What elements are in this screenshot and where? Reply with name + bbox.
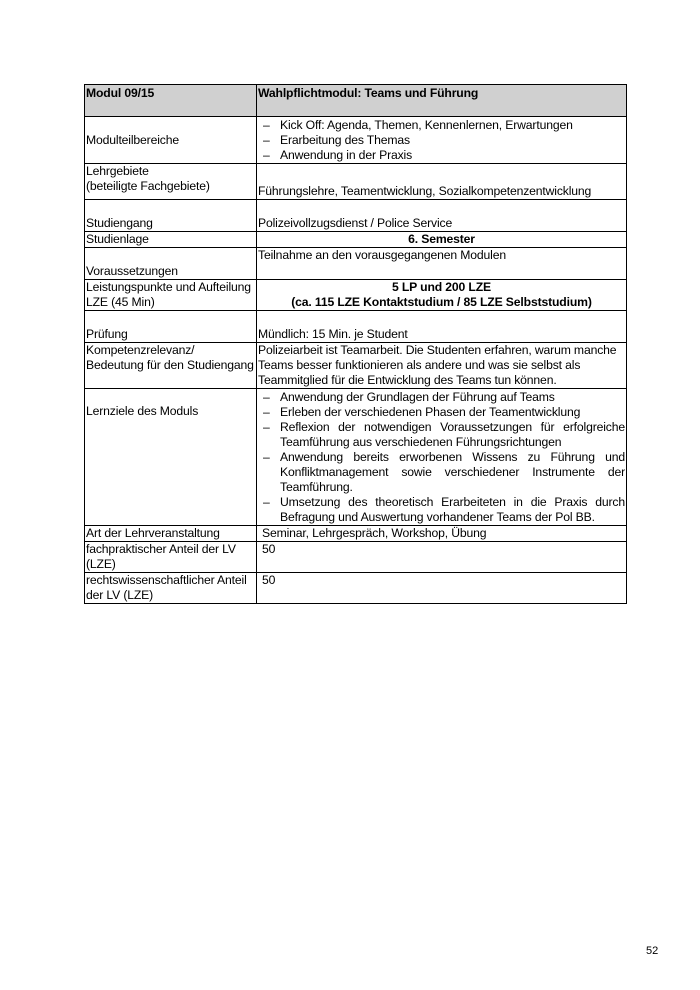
row-value: Polizeiarbeit ist Teamarbeit. Die Studenten erfahren, warum manche Teams besser funktionieren als andere und was sie selbst als Teammitglied für die Entwicklung des Teams tun können. — [257, 343, 627, 389]
row-value: Teilnahme an den vorausgegangenen Modulen — [257, 248, 627, 280]
row-label-line: Lehrgebiete — [86, 164, 149, 178]
table-row-voraussetzungen — [85, 248, 627, 280]
table-row-leistungspunkte — [85, 280, 627, 311]
list-item: – Reflexion der notwendigen Voraussetzungen für erfolgreiche Teamführung aus verschiedenen Führungsrichtungen — [258, 420, 625, 450]
list-item: – Anwendung der Grundlagen der Führung auf Teams — [258, 390, 625, 405]
list-item: – Anwendung in der Praxis — [258, 148, 625, 163]
lernziele-list — [258, 390, 625, 525]
page-number: 52 — [646, 945, 659, 957]
row-value: Mündlich: 15 Min. je Student — [257, 311, 627, 343]
table-row-studienlage — [85, 232, 627, 248]
row-value: Führungslehre, Teamentwicklung, Sozialkompetenzentwicklung — [257, 164, 627, 200]
row-label: Prüfung — [85, 311, 257, 343]
row-label: fachpraktischer Anteil der LV (LZE) — [85, 542, 257, 573]
row-value: 50 — [257, 573, 627, 604]
leistungspunkte-line: (ca. 115 LZE Kontaktstudium / 85 LZE Selbststudium) — [291, 295, 592, 309]
table-row-lehrgebiete — [85, 164, 627, 200]
module-number: Modul 09/15 — [85, 85, 257, 117]
row-label: Art der Lehrveranstaltung — [85, 526, 257, 542]
row-label: Studiengang — [85, 200, 257, 232]
list-item: – Anwendung bereits erworbenen Wissens zu Führung und Konfliktmanagement sowie verschiedener Instrumente der Teamführung. — [258, 450, 625, 495]
leistungspunkte-line: 5 LP und 200 LZE — [392, 280, 491, 294]
list-item: – Umsetzung des theoretisch Erarbeiteten in die Praxis durch Befragung und Auswertung vorhandener Teams der Pol BB. — [258, 495, 625, 525]
row-label: Modulteilbereiche — [85, 117, 257, 164]
row-label-line: Leistungspunkte und Aufteilung — [86, 280, 251, 294]
row-value: 50 — [257, 542, 627, 573]
row-label-line: Kompetenzrelevanz/ — [86, 343, 195, 357]
table-row-lernziele — [85, 389, 627, 526]
row-label-line: (beteiligte Fachgebiete) — [86, 179, 210, 193]
table-row-pruefung — [85, 311, 627, 343]
row-value: Seminar, Lehrgespräch, Workshop, Übung — [257, 526, 627, 542]
row-label — [85, 280, 257, 311]
list-item: – Erleben der verschiedenen Phasen der Teamentwicklung — [258, 405, 625, 420]
row-label: rechtswissenschaftlicher Anteil der LV (LZE) — [85, 573, 257, 604]
table-row-studiengang — [85, 200, 627, 232]
module-title: Wahlpflichtmodul: Teams und Führung — [257, 85, 627, 117]
table-row-rechtswissenschaftlich — [85, 573, 627, 604]
list-item: – Erarbeitung des Themas — [258, 133, 625, 148]
modulteilbereiche-list — [258, 118, 625, 163]
row-label: Voraussetzungen — [85, 248, 257, 280]
list-item: – Kick Off: Agenda, Themen, Kennenlernen, Erwartungen — [258, 118, 625, 133]
row-value — [257, 280, 627, 311]
table-header-row — [85, 85, 627, 117]
row-label — [85, 343, 257, 389]
row-label — [85, 164, 257, 200]
table-row-fachpraktisch — [85, 542, 627, 573]
row-value: 6. Semester — [257, 232, 627, 248]
row-label-line: Bedeutung für den Studiengang — [86, 358, 254, 372]
table-row-lehrveranstaltung — [85, 526, 627, 542]
table-row-modulteilbereiche — [85, 117, 627, 164]
row-label-line: LZE (45 Min) — [86, 295, 155, 309]
module-table — [84, 84, 627, 604]
row-label: Lernziele des Moduls — [85, 389, 257, 526]
row-value: Polizeivollzugsdienst / Police Service — [257, 200, 627, 232]
row-label: Studienlage — [85, 232, 257, 248]
table-row-kompetenzrelevanz — [85, 343, 627, 389]
row-value — [257, 117, 627, 164]
row-value — [257, 389, 627, 526]
